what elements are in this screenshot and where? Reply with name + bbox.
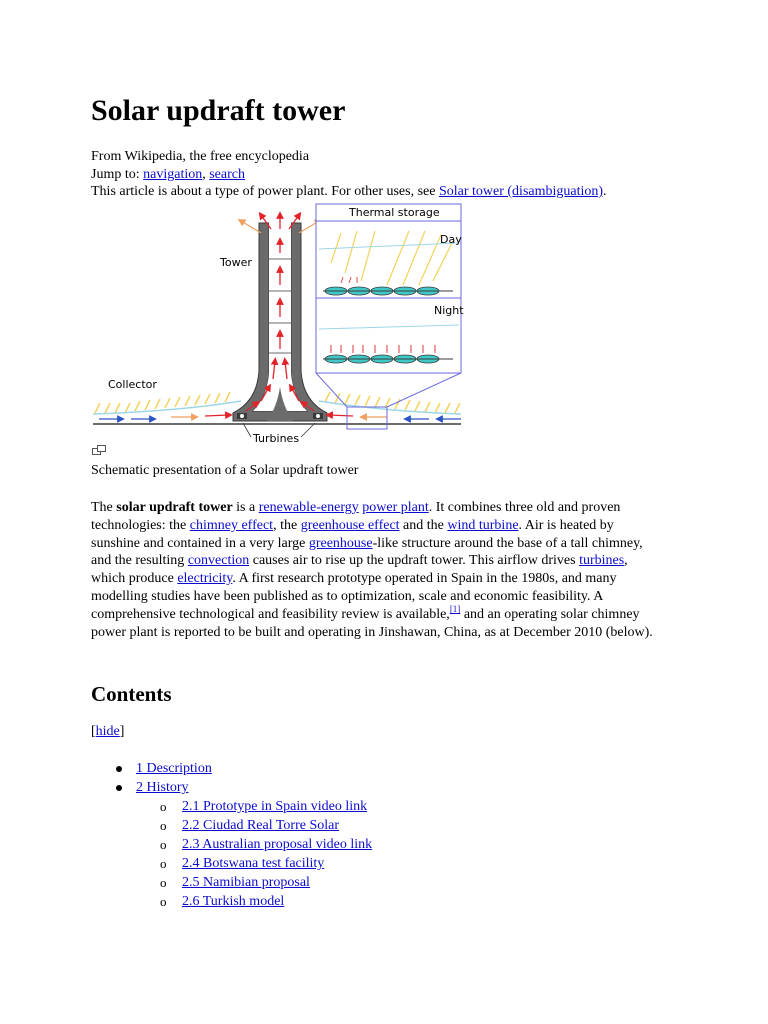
link-turbines[interactable]: turbines [579, 553, 625, 569]
figure-caption: Schematic presentation of a Solar updraft tower [91, 463, 359, 478]
label-turbines: Turbines [253, 432, 300, 445]
jump-separator: , [202, 167, 210, 182]
intro-text: and the [399, 517, 448, 533]
link-electricity[interactable]: electricity [177, 571, 233, 587]
jump-search-link[interactable]: search [209, 167, 245, 182]
schematic-figure[interactable] [91, 201, 471, 463]
sub-bullet-icon: o [160, 799, 167, 814]
link-chimney-effect[interactable]: chimney effect [189, 517, 274, 533]
toc-item-history[interactable]: 2 History [136, 780, 189, 795]
bullet-icon [116, 766, 122, 772]
article-source: From Wikipedia, the free encyclopedia [91, 149, 310, 164]
link-renewable-energy[interactable]: renewable-energy [258, 500, 359, 515]
article-title: Solar updraft tower [91, 94, 346, 127]
intro-text: causes air to rise up the updraft tower. This airflow drives [249, 553, 580, 569]
reference-link[interactable]: [1] [449, 603, 461, 614]
label-collector: Collector [108, 378, 157, 391]
intro-text: The [91, 500, 117, 515]
hatnote [91, 183, 607, 201]
jump-navigation-link[interactable]: navigation [143, 167, 203, 182]
jump-to-line [91, 166, 245, 184]
label-night: Night [434, 304, 464, 317]
label-tower: Tower [220, 256, 252, 269]
intro-text: is a [232, 500, 259, 515]
sub-bullet-icon: o [160, 837, 167, 852]
thermal-storage-inset [316, 204, 461, 373]
toc-item-description[interactable]: 1 Description [136, 761, 212, 776]
link-power-plant[interactable]: power plant [362, 500, 429, 515]
disambiguation-link[interactable]: Solar tower (disambiguation) [438, 184, 604, 199]
enlarge-icon[interactable] [92, 445, 106, 457]
intro-bold-term: solar updraft tower [116, 500, 233, 515]
toc-toggle [91, 723, 124, 741]
toc-item-namibian[interactable]: 2.5 Namibian proposal [182, 875, 310, 890]
intro-text: . Air is heated by sunshine and contained in a very large [91, 517, 614, 551]
sub-bullet-icon: o [160, 818, 167, 833]
label-thermal-storage: Thermal storage [349, 206, 440, 219]
zoom-region [347, 407, 387, 429]
schematic-diagram [91, 201, 471, 463]
toc-item-ciudad-real[interactable]: 2.2 Ciudad Real Torre Solar [182, 818, 340, 833]
intro-text: , which produce [91, 553, 628, 587]
intro-text: . It combines three old and proven technologies: the [91, 500, 621, 533]
hatnote-end: . [603, 184, 607, 199]
intro-text: . A first research prototype operated in Spain in the 1980s, and many modelling studies have been published as to optimization, scale and economic feasibility. A comprehensive technological and feasibility review is available, [91, 571, 617, 622]
toc-item-botswana[interactable]: 2.4 Botswana test facility [182, 856, 325, 871]
link-greenhouse[interactable]: greenhouse [308, 535, 373, 551]
sub-bullet-icon: o [160, 894, 167, 909]
link-greenhouse-effect[interactable]: greenhouse effect [300, 517, 400, 533]
link-convection[interactable]: convection [187, 553, 250, 569]
sub-bullet-icon: o [160, 856, 167, 871]
bracket-close: ] [119, 724, 125, 739]
contents-heading: Contents [91, 682, 172, 706]
toc-item-prototype-spain[interactable]: 2.1 Prototype in Spain video link [182, 799, 368, 814]
toc-item-turkish[interactable]: 2.6 Turkish model [182, 894, 285, 909]
link-wind-turbine[interactable]: wind turbine [447, 517, 519, 533]
intro-text: and an operating solar chimney power plant is reported to be built and operating in Jinshawan, China, as at December 2010 (below). [91, 606, 653, 640]
label-day: Day [440, 233, 462, 246]
hatnote-text: This article is about a type of power plant. For other uses, see [91, 184, 439, 199]
bullet-icon [116, 785, 122, 791]
intro-text: -like structure around the base of a tall chimney, and the resulting [91, 535, 643, 569]
jump-to-label: Jump to: [91, 167, 140, 182]
intro-paragraph [91, 499, 661, 641]
toc-item-australian-proposal[interactable]: 2.3 Australian proposal video link [182, 837, 373, 852]
bracket-open: [ [91, 724, 96, 739]
toc-hide-link[interactable]: hide [95, 724, 120, 739]
intro-text: , the [273, 517, 301, 533]
sub-bullet-icon: o [160, 875, 167, 890]
